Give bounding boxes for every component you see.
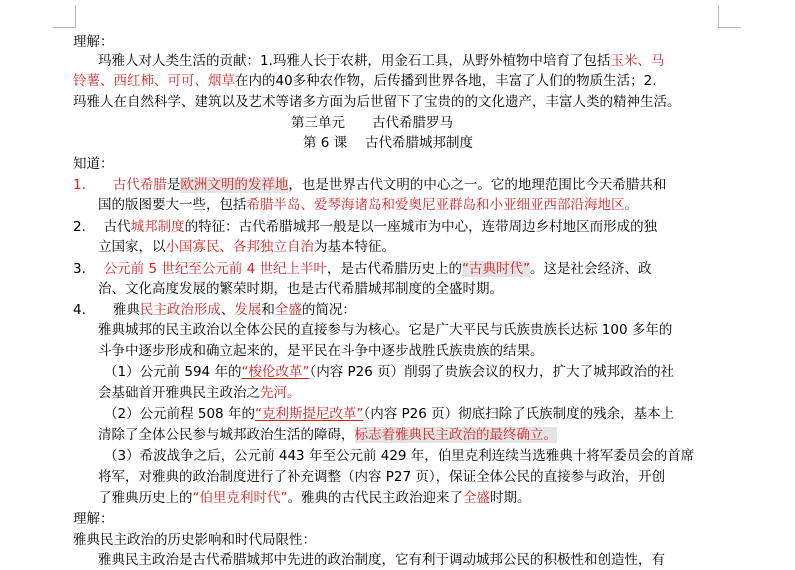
reform-2-line-1: （2）公元前程 508 年的“克利斯提尼改革”（内容 P26 页）彻底扫除了氏族制度的残余，基本上 — [104, 406, 675, 422]
lesson-heading: 第 6 课 古代希腊城邦制度 — [303, 135, 473, 151]
list-item-1-line-1: 1. 古代希腊是欧洲文明的发祥地，也是世界古代文明的中心之一。它的地理范围比今天希腊共和 — [73, 177, 667, 193]
list-item-2-line-2: 立国家，以小国寡民、各邦独立自治为基本特征。 — [98, 239, 395, 255]
reform-1-line-2: 会基础首开雅典民主政治之先河。 — [98, 385, 301, 401]
list-item-4-line-1: 4. 雅典民主政治形成、发展和全盛的简况： — [73, 302, 356, 318]
reform-2-line-2: 清除了全体公民参与城邦政治生活的障碍，标志着雅典民主政治的最终确立。 — [98, 427, 557, 443]
athens-paragraph-line-1: 雅典城邦的民主政治以全体公民的直接参与为核心。它是广大平民与氏族贵族长达标 100 多年的 — [98, 322, 673, 338]
maya-paragraph-line-2: 铃薯、西红柿、可可、烟草在内的40多种农作物，后传播到世界各地，丰富了人们的物质生活；2. — [73, 73, 657, 89]
label-understanding: 理解： — [73, 34, 114, 50]
unit-heading: 第三单元 古代希腊罗马 — [291, 115, 453, 131]
athens-paragraph-line-2: 斗争中逐步形成和确立起来的，是平民在斗争中逐步战胜氏族贵族的结果。 — [98, 343, 544, 359]
reform-3-line-2: 将军，对雅典的政治制度进行了补充调整（内容 P27 页），保证全体公民的直接参与政治，开创 — [98, 469, 666, 485]
margin-corner-mark-right — [718, 5, 741, 28]
reform-1-line-1: （1）公元前 594 年的“梭伦改革”（内容 P26 页）削弱了贵族会议的权力，扩大了城邦政治的社 — [104, 364, 675, 380]
maya-paragraph-line-3: 玛雅人在自然科学、建筑以及艺术等诸多方面为后世留下了宝贵的的文化遗产，丰富人类的精神生活。 — [73, 94, 681, 110]
margin-corner-mark-left — [53, 5, 76, 28]
reform-3-line-3: 了雅典历史上的“伯里克利时代”。雅典的古代民主政治迎来了全盛时期。 — [98, 490, 531, 506]
list-item-3-line-1: 3. 公元前 5 世纪至公元前 4 世纪上半叶，是古代希腊历史上的“古典时代”。这是社会经济、政 — [73, 261, 652, 277]
maya-paragraph-line-1: 玛雅人对人类生活的贡献：1.玛雅人长于农耕，用金石工具，从野外植物中培育了包括玉米、马 — [98, 53, 665, 69]
list-item-1-line-2: 国的版图要大一些，包括希腊半岛、爱琴海诸岛和爱奥尼亚群岛和小亚细亚西部沿海地区。 — [98, 197, 638, 213]
label-understanding-2: 理解： — [73, 511, 114, 527]
label-know: 知道： — [73, 156, 114, 172]
list-item-3-line-2: 治、文化高度发展的繁荣时期，也是古代希腊城邦制度的全盛时期。 — [98, 281, 503, 297]
list-item-2-line-1: 2. 古代城邦制度的特征：古代希腊城邦一般是以一座城市为中心，连带周边乡村地区而形成的独 — [73, 219, 658, 235]
impact-paragraph-cut-line: 雅典民主政治是古代希腊城邦中先进的政治制度，它有利于调动城邦公民的积极性和创造性，有 — [98, 552, 665, 568]
reform-3-line-1: （3）希波战争之后，公元前 443 年至公元前 429 年，伯里克利连续当选雅典十将军委员会的首席 — [104, 448, 695, 464]
impact-heading: 雅典民主政治的历史影响和时代局限性： — [73, 532, 316, 548]
